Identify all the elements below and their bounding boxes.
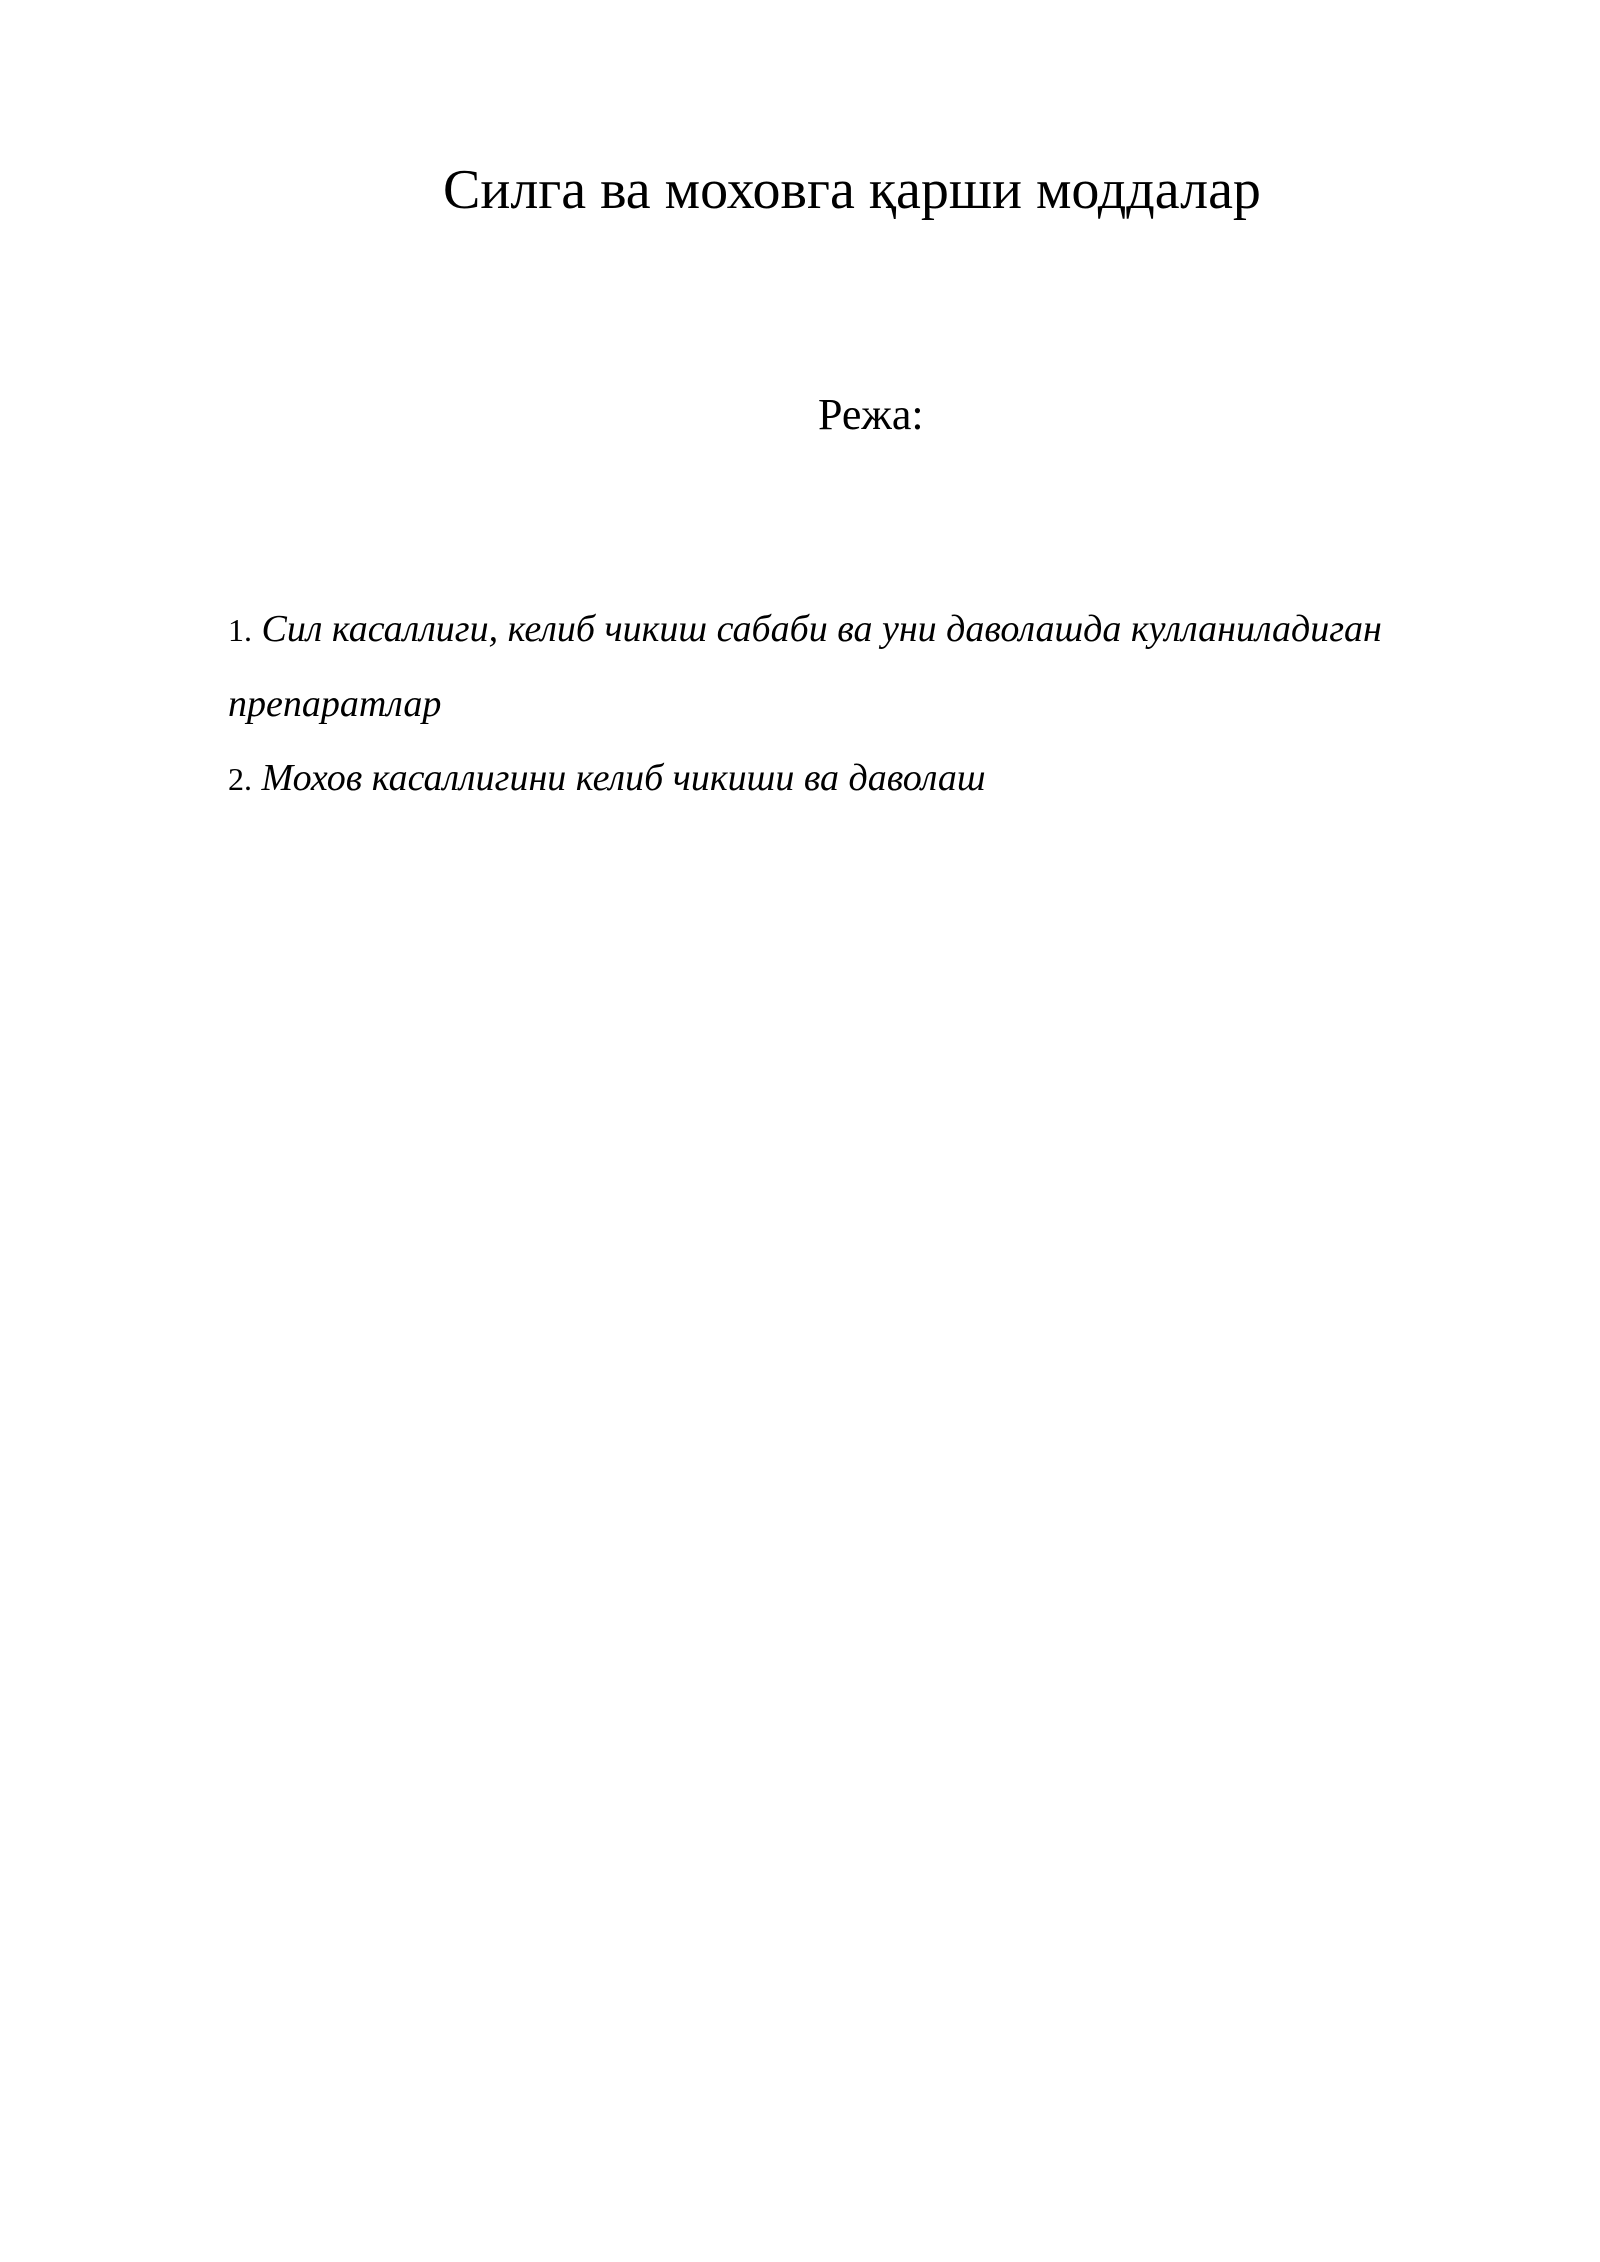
plan-item-number: 1.: [228, 612, 252, 648]
plan-item-number: 2.: [228, 761, 252, 797]
plan-item-text: Сил касаллиги, келиб чикиш сабаби ва уни даволашда кулланиладиган препаратлар: [228, 608, 1382, 725]
document-title: Силга ва моховга қарши моддалар: [443, 159, 1261, 221]
plan-heading: Режа:: [818, 390, 924, 439]
plan-list: [228, 592, 1388, 816]
plan-item-2: [228, 741, 1388, 816]
plan-item-1: [228, 592, 1388, 741]
plan-item-text: Мохов касаллигини келиб чикиши ва даволаш: [261, 757, 986, 799]
